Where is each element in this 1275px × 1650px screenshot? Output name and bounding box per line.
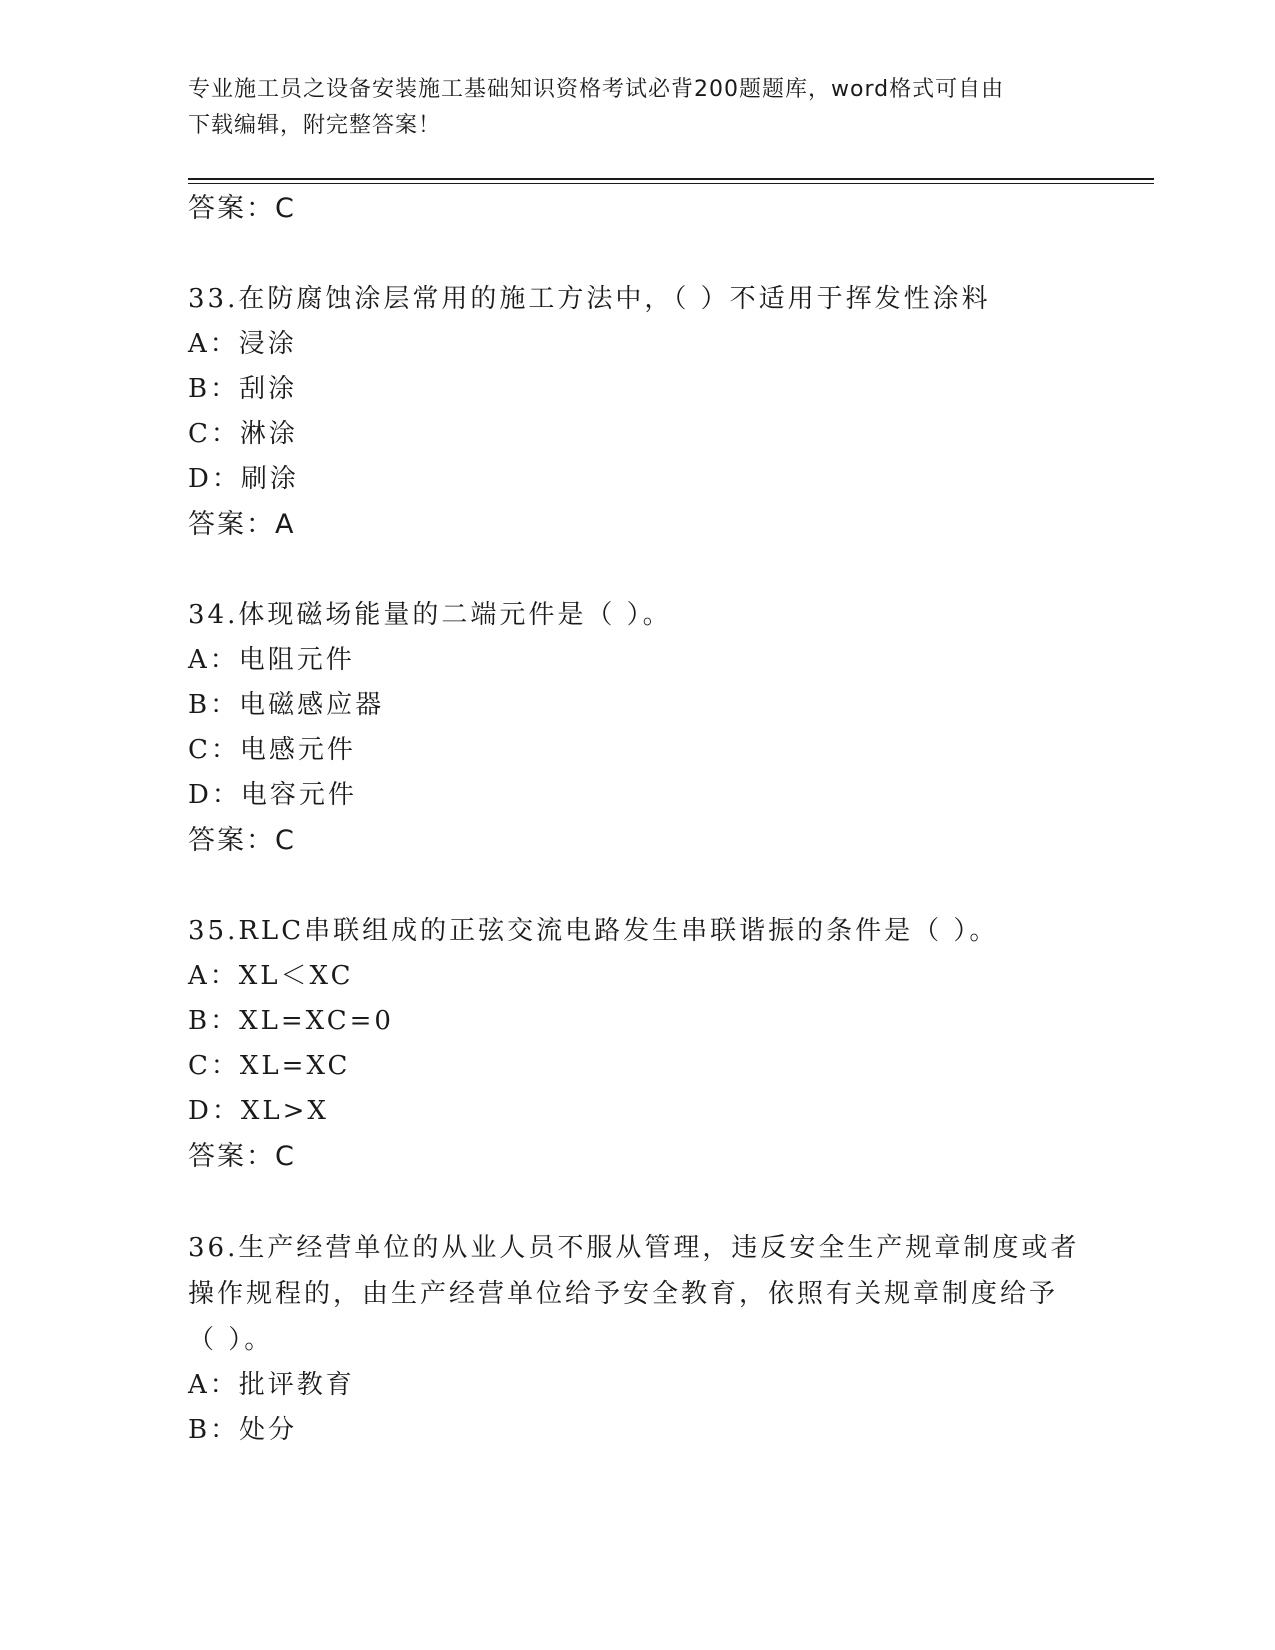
spacer	[188, 231, 1088, 277]
option-b: B：XL=XC=0	[188, 1006, 394, 1036]
header-rule-thin	[188, 183, 1154, 184]
answer-label: 答案：C	[188, 825, 296, 856]
option-a: A：批评教育	[188, 1370, 355, 1400]
question-list	[188, 186, 1088, 1453]
option-a: A：电阻元件	[188, 645, 355, 675]
question-stem-line-1: 36.生产经营单位的从业人员不服从管理，违反安全生产规章制度或者	[188, 1233, 1080, 1263]
answer-label: 答案：C	[188, 193, 296, 224]
option-d: D：刷涂	[188, 464, 299, 494]
option-d: D：XL>X	[188, 1096, 329, 1126]
question-item	[188, 1225, 1088, 1453]
question-stem: 33.在防腐蚀涂层常用的施工方法中，（ ）不适用于挥发性涂料	[188, 284, 991, 314]
option-b: B：刮涂	[188, 374, 298, 404]
option-d: D：电容元件	[188, 780, 357, 810]
header-line-2: 下载编辑，附完整答案！	[188, 113, 442, 138]
option-b: B：处分	[188, 1415, 298, 1445]
question-stem-line-2: 操作规程的，由生产经营单位给予安全教育，依照有关规章制度给予	[188, 1279, 1059, 1309]
option-c: C：淋涂	[188, 419, 298, 449]
question-item	[188, 593, 1088, 863]
question-stem: 35.RLC串联组成的正弦交流电路发生串联谐振的条件是（ ）。	[188, 916, 999, 946]
option-c: C：电感元件	[188, 735, 356, 765]
option-c: C：XL=XC	[188, 1051, 351, 1081]
spacer	[188, 547, 1088, 593]
answer-label: 答案：C	[188, 1141, 296, 1172]
option-a: A：浸涂	[188, 329, 297, 359]
answer-label: 答案：A	[188, 509, 296, 540]
question-stem: 34.体现磁场能量的二端元件是（ ）。	[188, 600, 672, 630]
spacer	[188, 863, 1088, 909]
header-line-1: 专业施工员之设备安装施工基础知识资格考试必背200题题库，word格式可自由	[188, 77, 1005, 102]
spacer	[188, 1179, 1088, 1225]
question-stem-line-3: （ ）。	[188, 1325, 274, 1355]
question-item	[188, 909, 1088, 1179]
document-header	[188, 72, 1068, 144]
option-a: A：XL＜XC	[188, 961, 354, 991]
option-b: B：电磁感应器	[188, 690, 385, 720]
question-item	[188, 277, 1088, 547]
header-rule-thick	[188, 178, 1154, 180]
